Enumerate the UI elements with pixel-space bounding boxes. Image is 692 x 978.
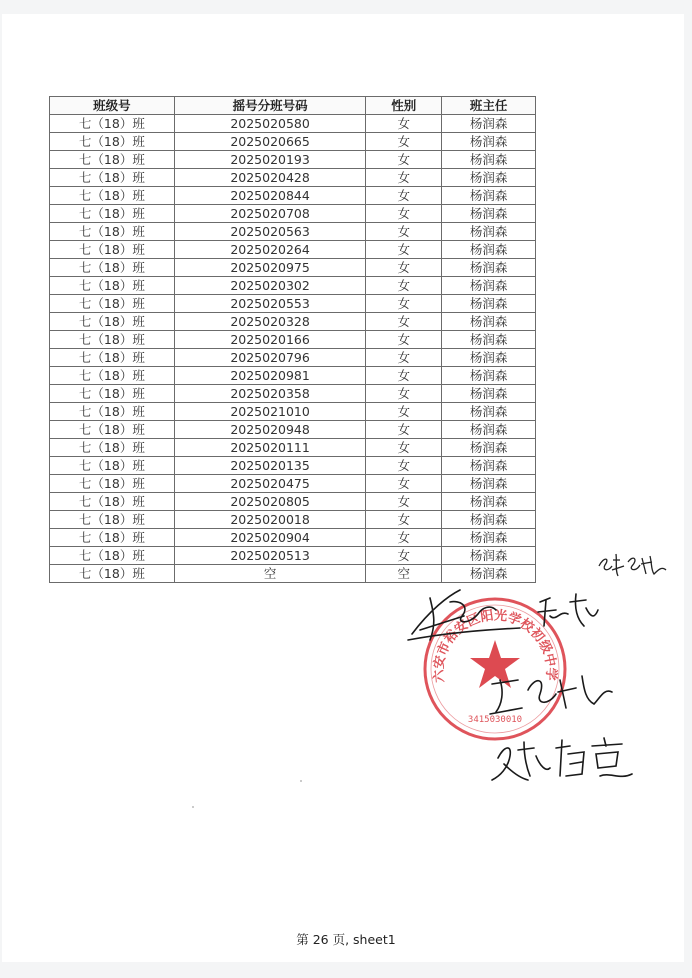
table-row — [50, 475, 536, 493]
seal-arc-text: 六安市裕安区阳光学校初级中学 — [431, 608, 559, 684]
cell-class: 七（18）班 — [50, 133, 175, 151]
cell-gender: 女 — [366, 277, 442, 295]
cell-gender: 女 — [366, 475, 442, 493]
cell-gender: 女 — [366, 133, 442, 151]
table-row — [50, 313, 536, 331]
cell-lottery-number: 2025020475 — [174, 475, 366, 493]
handwritten-initials — [596, 548, 670, 582]
cell-gender: 女 — [366, 187, 442, 205]
cell-class: 七（18）班 — [50, 313, 175, 331]
cell-lottery-number: 2025020302 — [174, 277, 366, 295]
cell-head-teacher: 杨润森 — [442, 547, 536, 565]
cell-class: 七（18）班 — [50, 295, 175, 313]
cell-head-teacher: 杨润森 — [442, 223, 536, 241]
cell-lottery-number: 2025020328 — [174, 313, 366, 331]
cell-head-teacher: 杨润森 — [442, 133, 536, 151]
header-lottery-number: 摇号分班号码 — [174, 97, 366, 115]
table-row — [50, 223, 536, 241]
table-row — [50, 493, 536, 511]
page-footer: 第 26 页, sheet1 — [296, 932, 396, 947]
table-row — [50, 169, 536, 187]
cell-gender: 女 — [366, 313, 442, 331]
cell-class: 七（18）班 — [50, 547, 175, 565]
table-row — [50, 439, 536, 457]
cell-gender: 女 — [366, 259, 442, 277]
cell-gender: 女 — [366, 349, 442, 367]
cell-gender: 女 — [366, 511, 442, 529]
cell-lottery-number: 2025020358 — [174, 385, 366, 403]
cell-head-teacher: 杨润森 — [442, 277, 536, 295]
cell-class: 七（18）班 — [50, 349, 175, 367]
cell-gender: 女 — [366, 241, 442, 259]
cell-lottery-number: 2025020018 — [174, 511, 366, 529]
cell-gender: 女 — [366, 529, 442, 547]
cell-head-teacher: 杨润森 — [442, 565, 536, 583]
cell-class: 七（18）班 — [50, 475, 175, 493]
cell-class: 七（18）班 — [50, 529, 175, 547]
header-gender: 性别 — [366, 97, 442, 115]
table-row — [50, 187, 536, 205]
cell-lottery-number: 2025020166 — [174, 331, 366, 349]
cell-lottery-number: 2025020981 — [174, 367, 366, 385]
cell-class: 七（18）班 — [50, 205, 175, 223]
cell-lottery-number: 2025020264 — [174, 241, 366, 259]
cell-lottery-number: 空 — [174, 565, 366, 583]
cell-gender: 女 — [366, 331, 442, 349]
cell-gender: 女 — [366, 367, 442, 385]
cell-head-teacher: 杨润森 — [442, 511, 536, 529]
cell-class: 七（18）班 — [50, 457, 175, 475]
cell-class: 七（18）班 — [50, 439, 175, 457]
table-row — [50, 133, 536, 151]
cell-head-teacher: 杨润森 — [442, 367, 536, 385]
table-row — [50, 259, 536, 277]
scan-speck — [192, 806, 194, 808]
cell-gender: 女 — [366, 169, 442, 187]
cell-head-teacher: 杨润森 — [442, 187, 536, 205]
cell-gender: 女 — [366, 385, 442, 403]
cell-class: 七（18）班 — [50, 151, 175, 169]
cell-gender: 女 — [366, 151, 442, 169]
cell-lottery-number: 2025020708 — [174, 205, 366, 223]
table-row — [50, 511, 536, 529]
cell-gender: 女 — [366, 421, 442, 439]
table-row — [50, 151, 536, 169]
cell-head-teacher: 杨润森 — [442, 169, 536, 187]
cell-class: 七（18）班 — [50, 403, 175, 421]
cell-head-teacher: 杨润森 — [442, 259, 536, 277]
table-row — [50, 547, 536, 565]
cell-head-teacher: 杨润森 — [442, 205, 536, 223]
cell-class: 七（18）班 — [50, 367, 175, 385]
table-header-row — [50, 97, 536, 115]
cell-lottery-number: 2025020665 — [174, 133, 366, 151]
cell-gender: 女 — [366, 223, 442, 241]
cell-lottery-number: 2025020135 — [174, 457, 366, 475]
cell-head-teacher: 杨润森 — [442, 115, 536, 133]
cell-class: 七（18）班 — [50, 331, 175, 349]
cell-class: 七（18）班 — [50, 187, 175, 205]
cell-lottery-number: 2025020904 — [174, 529, 366, 547]
table-row — [50, 403, 536, 421]
cell-head-teacher: 杨润森 — [442, 331, 536, 349]
cell-head-teacher: 杨润森 — [442, 529, 536, 547]
table-row — [50, 331, 536, 349]
header-class: 班级号 — [50, 97, 175, 115]
cell-lottery-number: 2025021010 — [174, 403, 366, 421]
cell-head-teacher: 杨润森 — [442, 349, 536, 367]
cell-gender: 女 — [366, 439, 442, 457]
handwritten-signatures — [400, 580, 660, 800]
cell-class: 七（18）班 — [50, 259, 175, 277]
cell-lottery-number: 2025020580 — [174, 115, 366, 133]
cell-head-teacher: 杨润森 — [442, 493, 536, 511]
cell-head-teacher: 杨润森 — [442, 385, 536, 403]
table-row — [50, 385, 536, 403]
table-row — [50, 241, 536, 259]
table-row — [50, 421, 536, 439]
cell-gender: 女 — [366, 403, 442, 421]
cell-lottery-number: 2025020111 — [174, 439, 366, 457]
cell-class: 七（18）班 — [50, 511, 175, 529]
cell-gender: 空 — [366, 565, 442, 583]
table-row — [50, 529, 536, 547]
scan-speck — [300, 780, 302, 782]
table-row — [50, 367, 536, 385]
cell-lottery-number: 2025020563 — [174, 223, 366, 241]
cell-head-teacher: 杨润森 — [442, 241, 536, 259]
cell-head-teacher: 杨润森 — [442, 439, 536, 457]
cell-lottery-number: 2025020428 — [174, 169, 366, 187]
cell-class: 七（18）班 — [50, 421, 175, 439]
cell-lottery-number: 2025020193 — [174, 151, 366, 169]
cell-gender: 女 — [366, 115, 442, 133]
cell-class: 七（18）班 — [50, 277, 175, 295]
cell-head-teacher: 杨润森 — [442, 295, 536, 313]
cell-gender: 女 — [366, 295, 442, 313]
cell-gender: 女 — [366, 493, 442, 511]
seal-code: 3415030010 — [467, 715, 523, 725]
cell-class: 七（18）班 — [50, 565, 175, 583]
cell-lottery-number: 2025020844 — [174, 187, 366, 205]
cell-head-teacher: 杨润森 — [442, 151, 536, 169]
cell-class: 七（18）班 — [50, 223, 175, 241]
cell-class: 七（18）班 — [50, 493, 175, 511]
table-row — [50, 295, 536, 313]
table-row — [50, 115, 536, 133]
header-head-teacher: 班主任 — [442, 97, 536, 115]
cell-lottery-number: 2025020553 — [174, 295, 366, 313]
roster-table — [49, 96, 536, 583]
cell-head-teacher: 杨润森 — [442, 421, 536, 439]
cell-head-teacher: 杨润森 — [442, 313, 536, 331]
table-row — [50, 205, 536, 223]
cell-head-teacher: 杨润森 — [442, 475, 536, 493]
cell-class: 七（18）班 — [50, 385, 175, 403]
cell-head-teacher: 杨润森 — [442, 457, 536, 475]
cell-gender: 女 — [366, 457, 442, 475]
cell-gender: 女 — [366, 205, 442, 223]
cell-lottery-number: 2025020513 — [174, 547, 366, 565]
table-body — [50, 115, 536, 583]
cell-class: 七（18）班 — [50, 169, 175, 187]
cell-head-teacher: 杨润森 — [442, 403, 536, 421]
cell-lottery-number: 2025020948 — [174, 421, 366, 439]
cell-class: 七（18）班 — [50, 115, 175, 133]
table-row — [50, 349, 536, 367]
table-row — [50, 457, 536, 475]
cell-lottery-number: 2025020975 — [174, 259, 366, 277]
cell-gender: 女 — [366, 547, 442, 565]
cell-class: 七（18）班 — [50, 241, 175, 259]
cell-lottery-number: 2025020805 — [174, 493, 366, 511]
cell-lottery-number: 2025020796 — [174, 349, 366, 367]
table-row — [50, 277, 536, 295]
